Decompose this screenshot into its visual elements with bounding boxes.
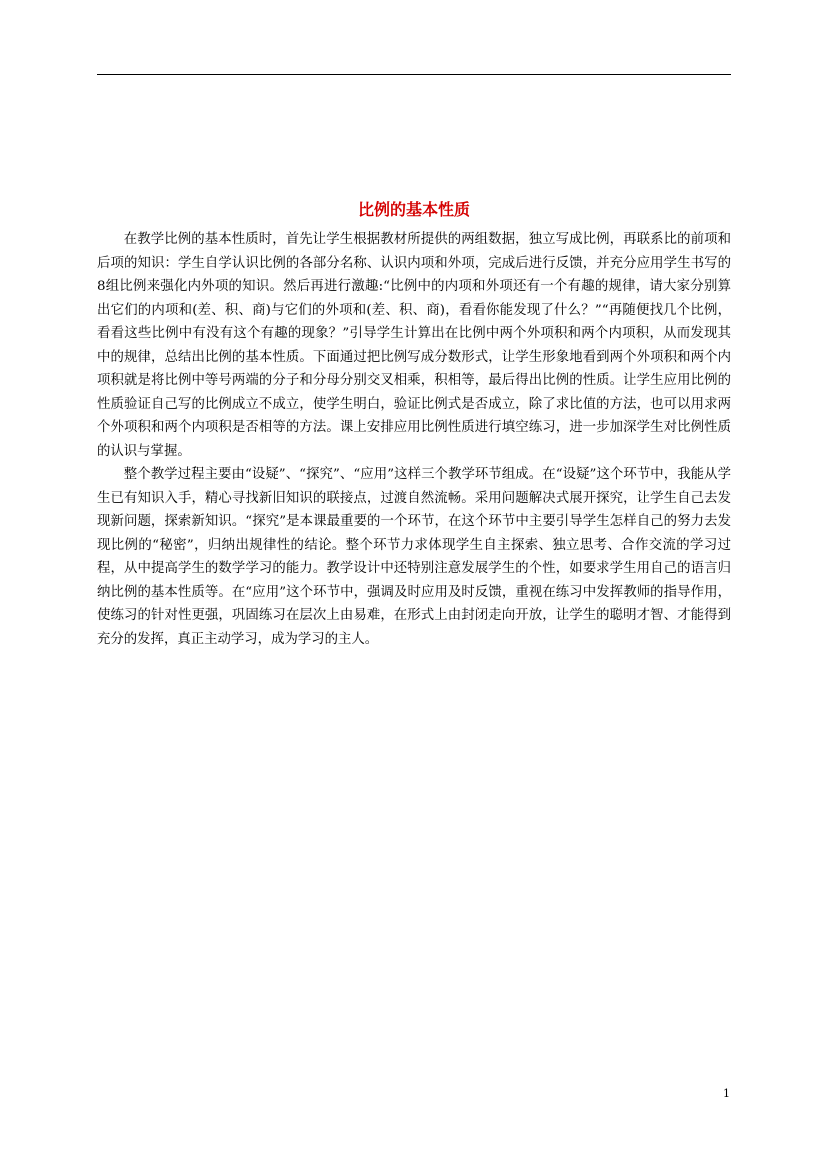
- document-body: [97, 228, 731, 651]
- body-paragraph-2: 整个教学过程主要由“设疑”、“探究”、“应用”这样三个教学环节组成。在“设疑”这个环节中，我能从学生已有知识入手，精心寻找新旧知识的联接点，过渡自然流畅。采用问题解决式展开探究，让学生自己去发现新问题，探索新知识。“探究”是本课最重要的一个环节，在这个环节中主要引导学生怎样自己的努力去发现比例的“秘密”，归纳出规律性的结论。整个环节力求体现学生自主探索、独立思考、合作交流的学习过程，从中提高学生的数学学习的能力。教学设计中还特别注意发展学生的个性，如要求学生用自己的语言归纳比例的基本性质等。在“应用”这个环节中，强调及时应用及时反馈，重视在练习中发挥教师的指导作用，使练习的针对性更强，巩固练习在层次上由易难，在形式上由封闭走向开放，让学生的聪明才智、才能得到充分的发挥，真正主动学习，成为学习的主人。: [97, 467, 731, 647]
- page-number: 1: [723, 1087, 730, 1100]
- header-rule: [97, 74, 731, 75]
- body-paragraph-1: 在教学比例的基本性质时，首先让学生根据教材所提供的两组数据，独立写成比例，再联系比的前项和后项的知识：学生自学认识比例的各部分名称、认识内项和外项，完成后进行反馈，并充分应用学生书写的8组比例来强化内外项的知识。然后再进行激趣:“比例中的内项和外项还有一个有趣的规律，请大家分别算出它们的内项和(差、积、商)与它们的外项和(差、积、商)，看看你能发现了什么？”“再随便找几个比例，看看这些比例中有没有这个有趣的现象？”引导学生计算出在比例中两个外项积和两个内项积，从而发现其中的规律，总结出比例的基本性质。下面通过把比例写成分数形式，让学生形象地看到两个外项积和两个内项积就是将比例中等号两端的分子和分母分别交叉相乘，积相等，最后得出比例的性质。让学生应用比例的性质验证自己写的比例成立不成立，使学生明白，验证比例式是否成立，除了求比值的方法，也可以用求两个外项积和两个内项积是否相等的方法。课上安排应用比例性质进行填空练习，进一步加深学生对比例性质的认识与掌握。: [97, 232, 731, 459]
- document-title: 比例的基本性质: [357, 200, 470, 219]
